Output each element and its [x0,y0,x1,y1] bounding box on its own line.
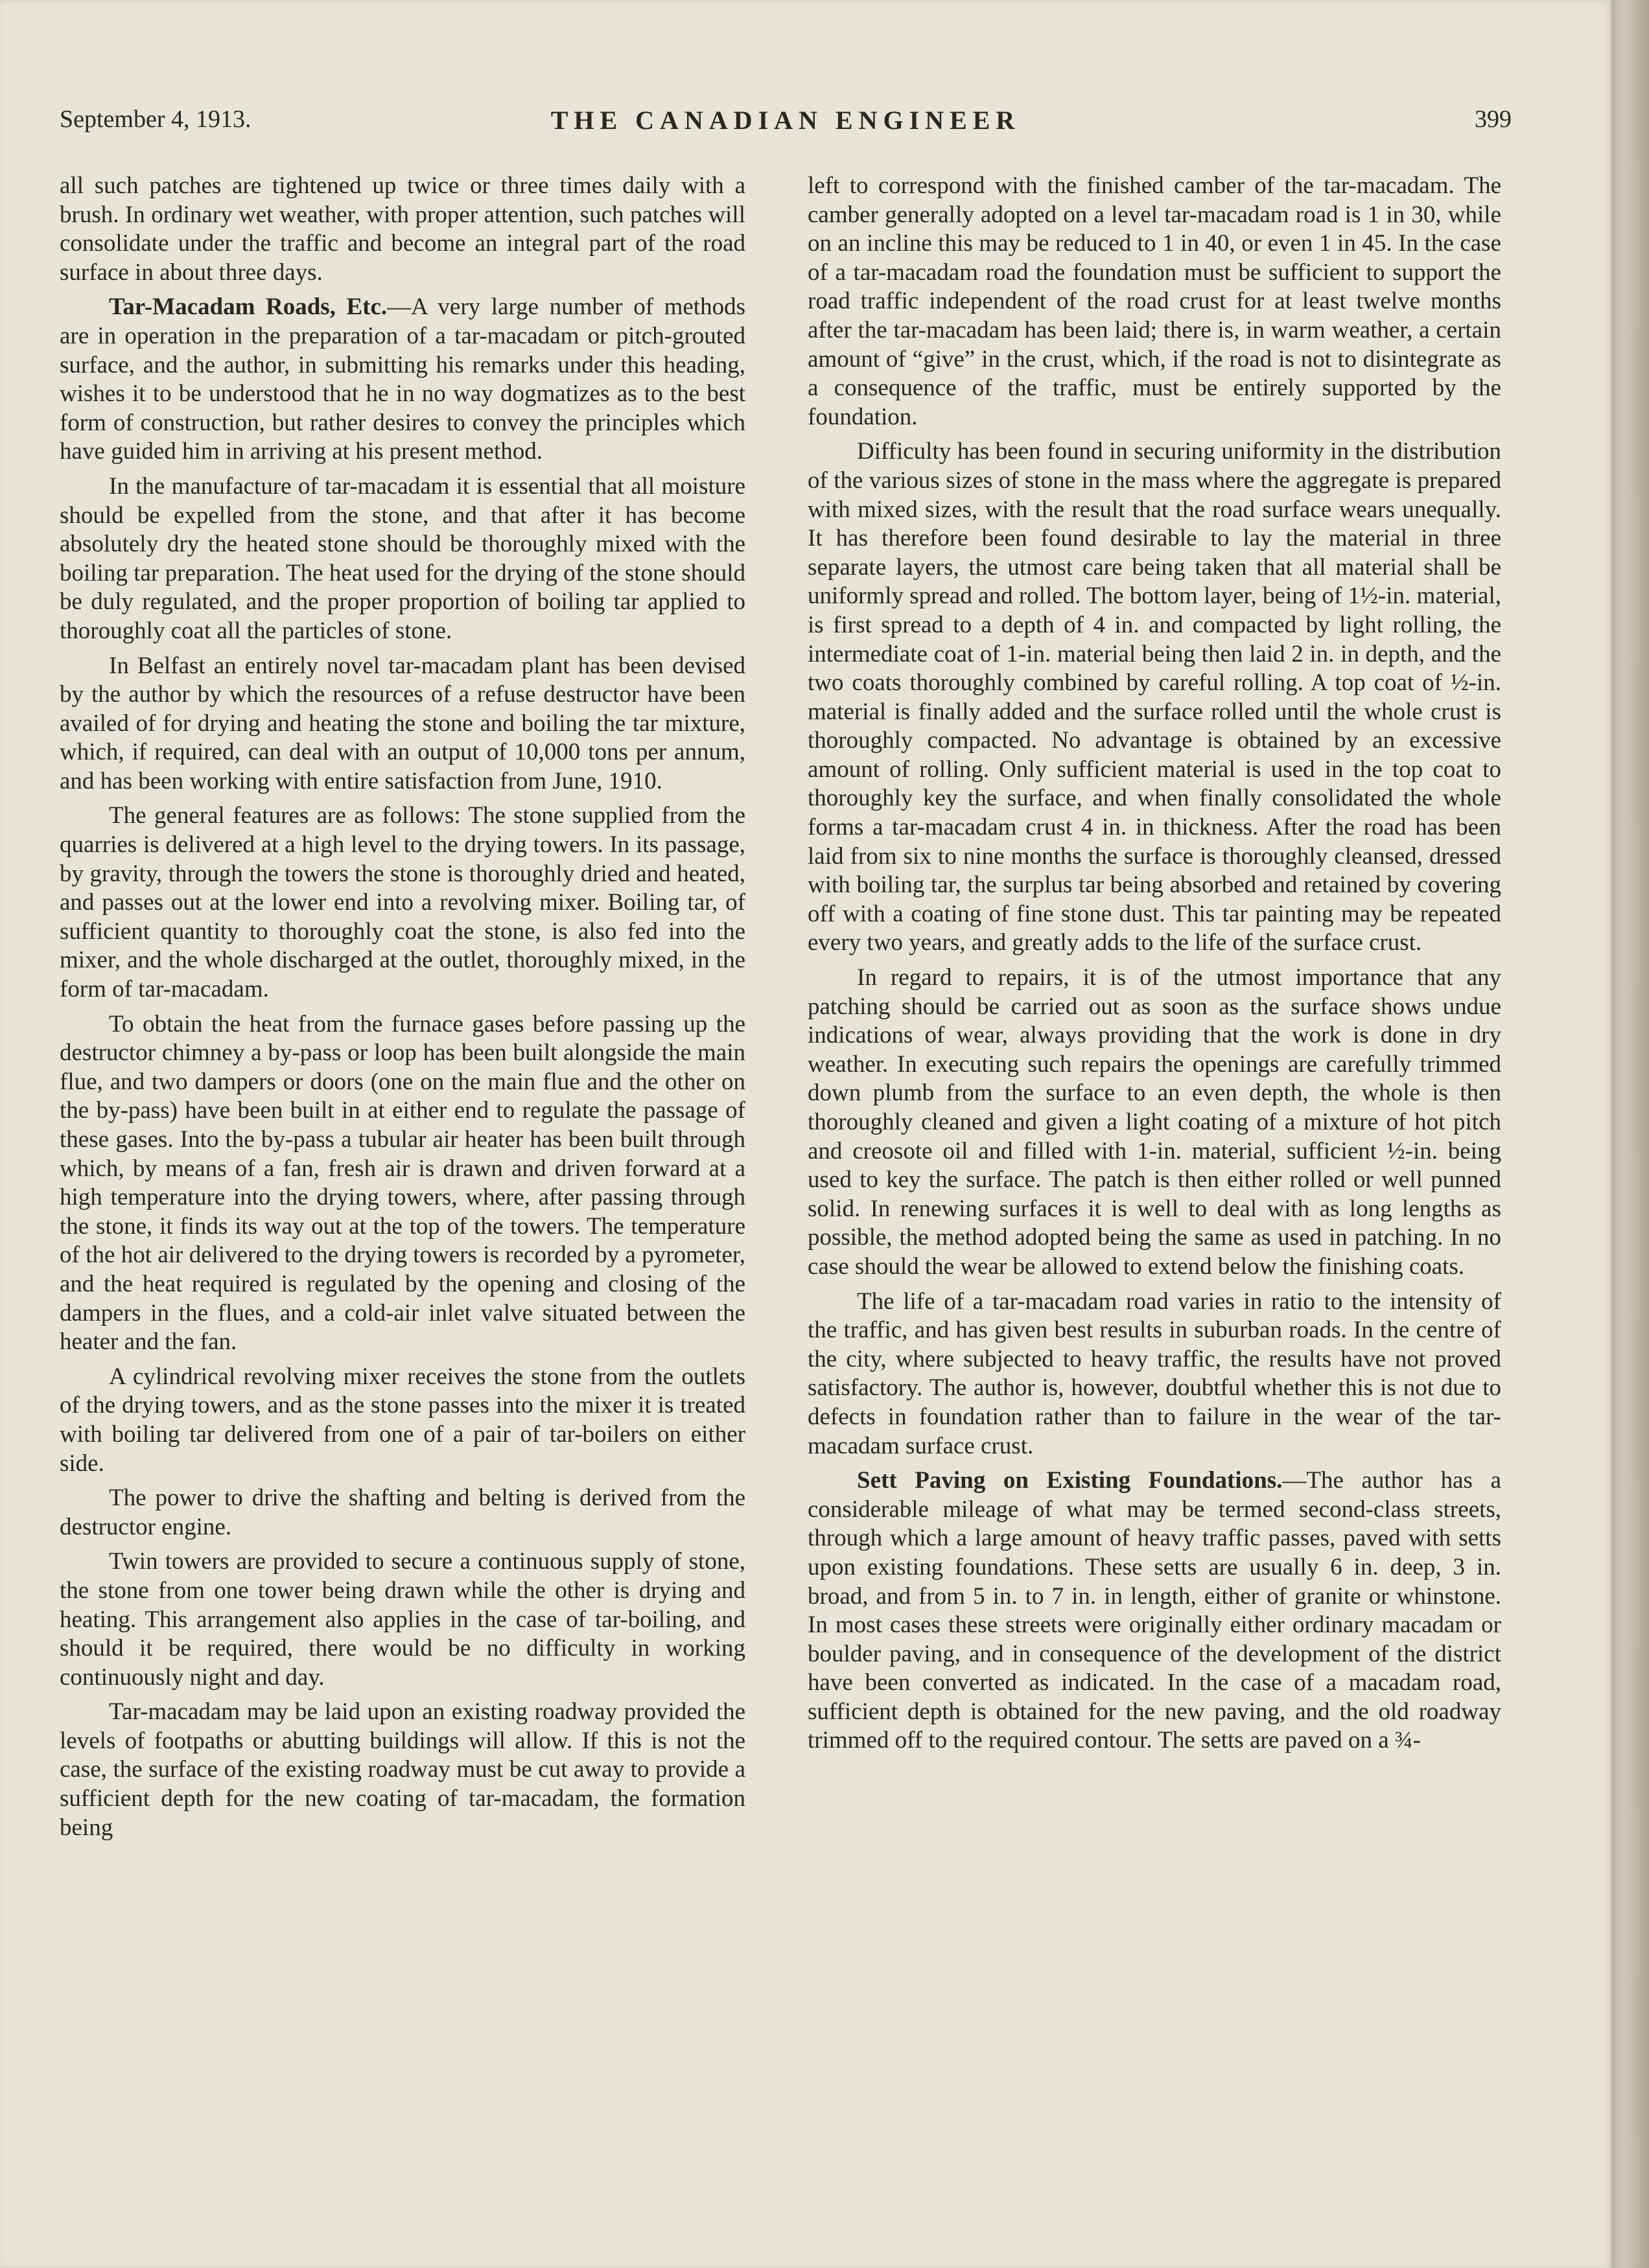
paragraph-text: Tar-macadam may be laid upon an existing roadway provided the levels of footpaths or abutting buildings will allow. If this is not the case, the surface of the existing roadway must be cut away to provide a sufficient depth for the new coating of tar-macadam, the formation being [60,1698,745,1841]
paragraph-text: To obtain the heat from the furnace gases before passing up the destructor chimney a by-pass or loop has been built alongside the main flue, and two dampers or doors (one on the main flue and the other on the by-pass) have been built in at either end to regulate the passage of these gases. Into the by-pass a tubular air heater has been built through which, by means of a fan, fresh air is drawn and driven forward at a high temperature into the drying towers, where, after passing through the stone, it finds its way out at the top of the towers. The temperature of the hot air delivered to the drying towers is recorded by a pyrometer, and the heat required is regulated by the opening and closing of the dampers in the flues, and a cold-air inlet valve situated between the heater and the fan. [60,1010,745,1356]
paragraph-text: —A very large number of methods are in operation in the preparation of a tar-macadam or pitch-grouted surface, and the author, in submitting his remarks under this heading, wishes it to be understood that he in no way dogmatizes as to the best form of construction, but rather desires to convey the principles which have guided him in arriving at his present method. [60,294,745,465]
running-header [60,105,1512,144]
paragraph [60,652,745,796]
paragraph-text: —The author has a considerable mileage of what may be termed second-class streets, through which a large amount of heavy traffic passes, paved with setts upon existing foundations. These setts are usually 6 in. deep, 3 in. broad, and from 5 in. to 7 in. in length, either of granite or whinstone. In most cases these streets were originally either ordinary macadam or boulder paving, and in consequence of the development of the district have been converted as indicated. In the case of a macadam road, sufficient depth is obtained for the new paving, and the old roadway trimmed off to the required contour. The setts are paved on a ¾- [808,1467,1501,1754]
paragraph [60,1363,745,1478]
paragraph [808,437,1501,958]
right-column [808,172,1501,1761]
paragraph [60,1484,745,1542]
paragraph [60,472,745,646]
journal-title: THE CANADIAN ENGINEER [550,106,1021,135]
paragraph-text: The power to drive the shafting and belting is derived from the destructor engine. [60,1485,745,1540]
paragraph-text: In the manufacture of tar-macadam it is essential that all moisture should be expelled from the stone, and that after it has become absolutely dry the heated stone should be thoroughly mixed with the boiling tar preparation. The heat used for the drying of the stone should be duly regulated, and the proper proportion of boiling tar applied to thoroughly coat all the particles of stone. [60,472,745,644]
issue-date: September 4, 1913. [60,106,251,133]
paragraph-text: In Belfast an entirely novel tar-macadam plant has been devised by the author by which the resources of a refuse destructor have been availed of for drying and heating the stone and boiling the tar mixture, which, if required, can deal with an output of 10,000 tons per annum, and has been working with entire satisfaction from June, 1910. [60,652,745,794]
paragraph [60,293,745,467]
paragraph-text: The general features are as follows: The stone supplied from the quarries is delivered at a high level to the drying towers. In its passage, by gravity, through the towers the stone is thoroughly dried and heated, and passes out at the lower end into a revolving mixer. Boiling tar, of sufficient quantity to thoroughly coat the stone, is also fed into the mixer, and the whole discharged at the outlet, thoroughly mixed, in the form of tar-macadam. [60,802,745,1003]
paragraph [60,1547,745,1692]
paragraph-text: A cylindrical revolving mixer receives the stone from the outlets of the drying towers, and as the stone passes into the mixer it is treated with boiling tar delivered from one of a pair of tar-boilers on either side. [60,1363,745,1477]
left-column [60,172,745,1848]
paragraph [60,172,745,287]
paragraph [808,1288,1501,1461]
paragraph-text: Difficulty has been found in securing uniformity in the distribution of the various sizes of stone in the mass where the aggregate is prepared with mixed sizes, with the result that the road surface wears unequally. It has therefore been found desirable to lay the material in three separate layers, the utmost care being taken that all material shall be uniformly spread and rolled. The bottom layer, being of 1½-in. material, is first spread to a depth of 4 in. and compacted by light rolling, the intermediate coat of 1-in. material being then laid 2 in. in depth, and the two coats thoroughly combined by careful rolling. A top coat of ½-in. material is finally added and the surface rolled until the whole crust is thoroughly compacted. No advantage is obtained by an excessive amount of rolling. Only sufficient material is used in the top coat to thoroughly key the surface, and when finally consolidated the whole forms a tar-macadam crust 4 in. in thickness. After the road has been laid from six to nine months the surface is thoroughly cleansed, dressed with boiling tar, the surplus tar being absorbed and retained by covering off with a coating of fine stone dust. This tar painting may be repeated every two years, and greatly adds to the life of the surface crust. [808,438,1501,956]
paragraph [808,964,1501,1282]
paragraph-text: In regard to repairs, it is of the utmost importance that any patching should be carried out as soon as the surface shows undue indications of wear, always providing that the work is done in dry weather. In executing such repairs the openings are carefully trimmed down plumb from the surface to an even depth, the whole is then thoroughly cleaned and given a light coating of a mixture of hot pitch and creosote oil and filled with 1-in. material, sufficient ½-in. being used to key the surface. The patch is then either rolled or well punned solid. In renewing surfaces it is well to deal with as long lengths as possible, the method adopted being the same as used in patching. In no case should the wear be allowed to extend below the finishing coats. [808,964,1501,1280]
paragraph [808,172,1501,432]
binding-edge [1611,0,1649,2268]
paragraph [808,1466,1501,1755]
paragraph-text: Twin towers are provided to secure a continuous supply of stone, the stone from one tower being drawn while the other is drying and heating. This arrangement also applies in the case of tar-boiling, and should it be required, there would be no difficulty in working continuously night and day. [60,1548,745,1691]
paragraph [60,802,745,1004]
section-heading: Sett Paving on Existing Foundations. [857,1467,1283,1494]
section-heading: Tar-Macadam Roads, Etc. [109,294,388,321]
paragraph [60,1010,745,1357]
paragraph-text: The life of a tar-macadam road varies in ratio to the intensity of the traffic, and has given best results in suburban roads. In the centre of the city, where subjected to heavy traffic, the results have not proved satisfactory. The author is, however, doubtful whether this is not due to defects in foundation rather than to failure in the wear of the tar-macadam surface crust. [808,1288,1501,1459]
paragraph-text: all such patches are tightened up twice or three times daily with a brush. In ordinary wet weather, with proper attention, such patches will consolidate under the traffic and become an integral part of the road surface in about three days. [60,172,745,286]
paragraph [60,1698,745,1842]
page-number: 399 [1475,106,1512,133]
paragraph-text: left to correspond with the finished camber of the tar-macadam. The camber generally adopted on a level tar-macadam road is 1 in 30, while on an incline this may be reduced to 1 in 40, or even 1 in 45. In the case of a tar-macadam road the foundation must be sufficient to support the road traffic independent of the road crust for at least twelve months after the tar-macadam has been laid; there is, in warm weather, a certain amount of “give” in the crust, which, if the road is not to disintegrate as a consequence of the traffic, must be entirely supported by the foundation. [808,172,1501,430]
